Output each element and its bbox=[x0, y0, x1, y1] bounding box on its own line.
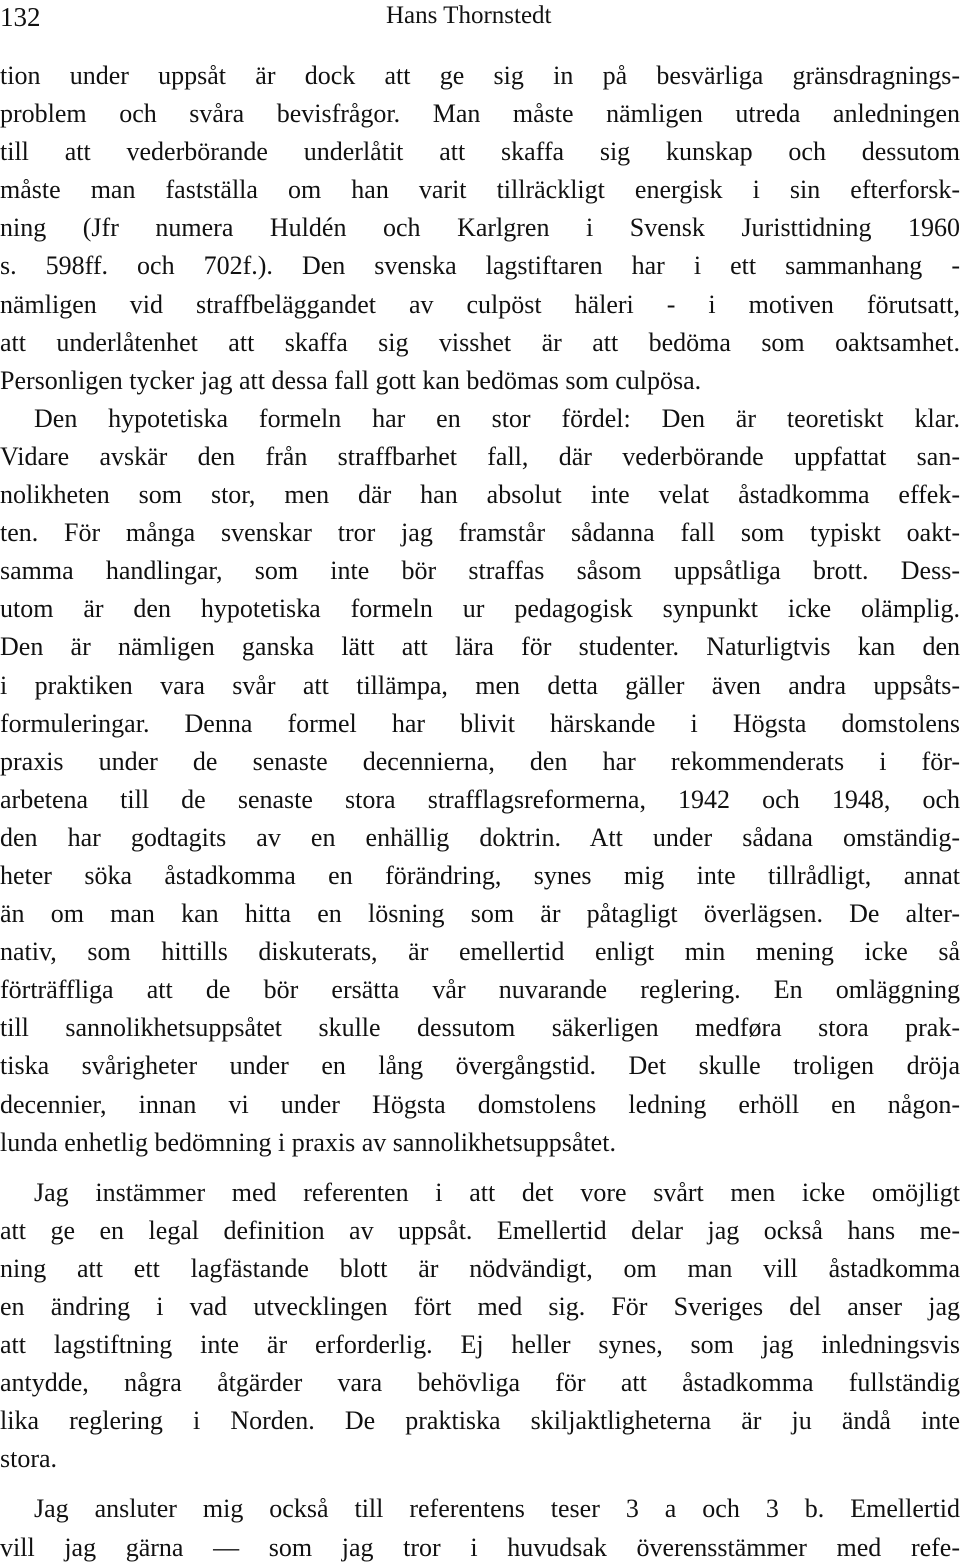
text-line: att underlåtenhet att skaffa sig visshet är att bedöma som oaktsamhet. bbox=[0, 327, 960, 357]
text-line: nolikheten som stor, men där han absolut inte velat åstadkomma effek- bbox=[0, 480, 960, 510]
text-line: decennier, innan vi under Högsta domstolens ledning erhöll en någon- bbox=[0, 1089, 960, 1119]
text-line: till sannolikhetsuppsåtet skulle dessutom säkerligen medføra stora prak- bbox=[0, 1013, 960, 1043]
text-line: förträffliga att de bör ersätta vår nuvarande reglering. En omläggning bbox=[0, 975, 960, 1005]
text-line: lika reglering i Norden. De praktiska skiljaktligheterna är ju ändå inte bbox=[0, 1406, 960, 1436]
text-line: arbetena till de senaste stora strafflagsreformerna, 1942 och 1948, och bbox=[0, 784, 960, 814]
running-head-author: Hans Thornstedt bbox=[386, 2, 552, 29]
text-line: ten. För många svenskar tror jag framstår sådanna fall som typiskt oakt- bbox=[0, 518, 960, 548]
text-line: samma handlingar, som inte bör straffas såsom uppsåtliga brott. Dess- bbox=[0, 556, 960, 586]
text-line: måste man fastställa om han varit tillräckligt energisk i sin efterforsk- bbox=[0, 175, 960, 205]
text-line: utom är den hypotetiska formeln ur pedagogisk synpunkt icke olämplig. bbox=[0, 594, 960, 624]
text-line: att lagstiftning inte är erforderlig. Ej heller synes, som jag inledningsvis bbox=[0, 1330, 960, 1360]
text-line: ning (Jfr numera Huldén och Karlgren i Svensk Juristtidning 1960 bbox=[0, 213, 960, 243]
page-header bbox=[0, 2, 960, 32]
text-line: lunda enhetlig bedömning i praxis av sannolikhetsuppsåtet. bbox=[0, 1127, 616, 1157]
text-line: Jag instämmer med referenten i att det vore svårt men icke omöjligt bbox=[34, 1177, 960, 1207]
text-line: problem och svåra bevisfrågor. Man måste nämligen utreda anledningen bbox=[0, 99, 960, 129]
body-text bbox=[0, 57, 960, 1567]
text-line: nämligen vid straffbeläggandet av culpöst häleri - i motiven förutsatt, bbox=[0, 289, 960, 319]
text-line: Den är nämligen ganska lätt att lära för studenter. Naturligtvis kan den bbox=[0, 632, 960, 662]
text-line: formuleringar. Denna formel har blivit härskande i Högsta domstolens bbox=[0, 708, 960, 738]
text-line: Personligen tycker jag att dessa fall gott kan bedömas som culpösa. bbox=[0, 365, 702, 395]
text-line: tion under uppsåt är dock att ge sig in på besvärliga gränsdragnings- bbox=[0, 61, 960, 90]
text-line: s. 598ff. och 702f.). Den svenska lagstiftaren har i ett sammanhang - bbox=[0, 251, 960, 281]
text-line: att ge en legal definition av uppsåt. Emellertid delar jag också hans me- bbox=[0, 1215, 960, 1245]
text-line: ning att ett lagfästande blott är nödvändigt, om man vill åstadkomma bbox=[0, 1253, 960, 1283]
text-line: än om man kan hitta en lösning som är påtagligt överlägsen. De alter- bbox=[0, 899, 960, 929]
text-line: en ändring i vad utvecklingen fört med sig. För Sveriges del anser jag bbox=[0, 1292, 960, 1321]
text-line: till att vederbörande underlåtit att skaffa sig kunskap och dessutom bbox=[0, 137, 960, 167]
text-line: den har godtagits av en enhällig doktrin. Att under sådana omständig- bbox=[0, 822, 960, 852]
text-line: antydde, några åtgärder vara behövliga för att åstadkomma fullständig bbox=[0, 1368, 960, 1398]
text-line: heter söka åstadkomma en förändring, synes mig inte tillrådligt, annat bbox=[0, 860, 960, 890]
text-line: i praktiken vara svår att tillämpa, men detta gäller även andra uppsåts- bbox=[0, 670, 960, 700]
text-line: nativ, som hittills diskuterats, är emellertid enligt min mening icke så bbox=[0, 937, 960, 967]
text-line: stora. bbox=[0, 1444, 58, 1474]
text-line: praxis under de senaste decennierna, den har rekommenderats i för- bbox=[0, 746, 960, 776]
text-line: vill jag gärna — som jag tror i huvudsak överensstämmer med refe- bbox=[0, 1532, 960, 1562]
text-line: tiska svårigheter under en lång övergångstid. Det skulle troligen dröja bbox=[0, 1051, 960, 1081]
text-line: Vidare avskär den från straffbarhet fall, där vederbörande uppfattat san- bbox=[0, 441, 960, 471]
text-line: Jag ansluter mig också till referentens teser 3 a och 3 b. Emellertid bbox=[34, 1494, 960, 1524]
paragraph-spacer bbox=[0, 1478, 960, 1490]
paragraph-spacer bbox=[0, 1162, 960, 1174]
text-line: Den hypotetiska formeln har en stor fördel: Den är teoretiskt klar. bbox=[34, 403, 960, 433]
page-number: 132 bbox=[0, 2, 41, 32]
